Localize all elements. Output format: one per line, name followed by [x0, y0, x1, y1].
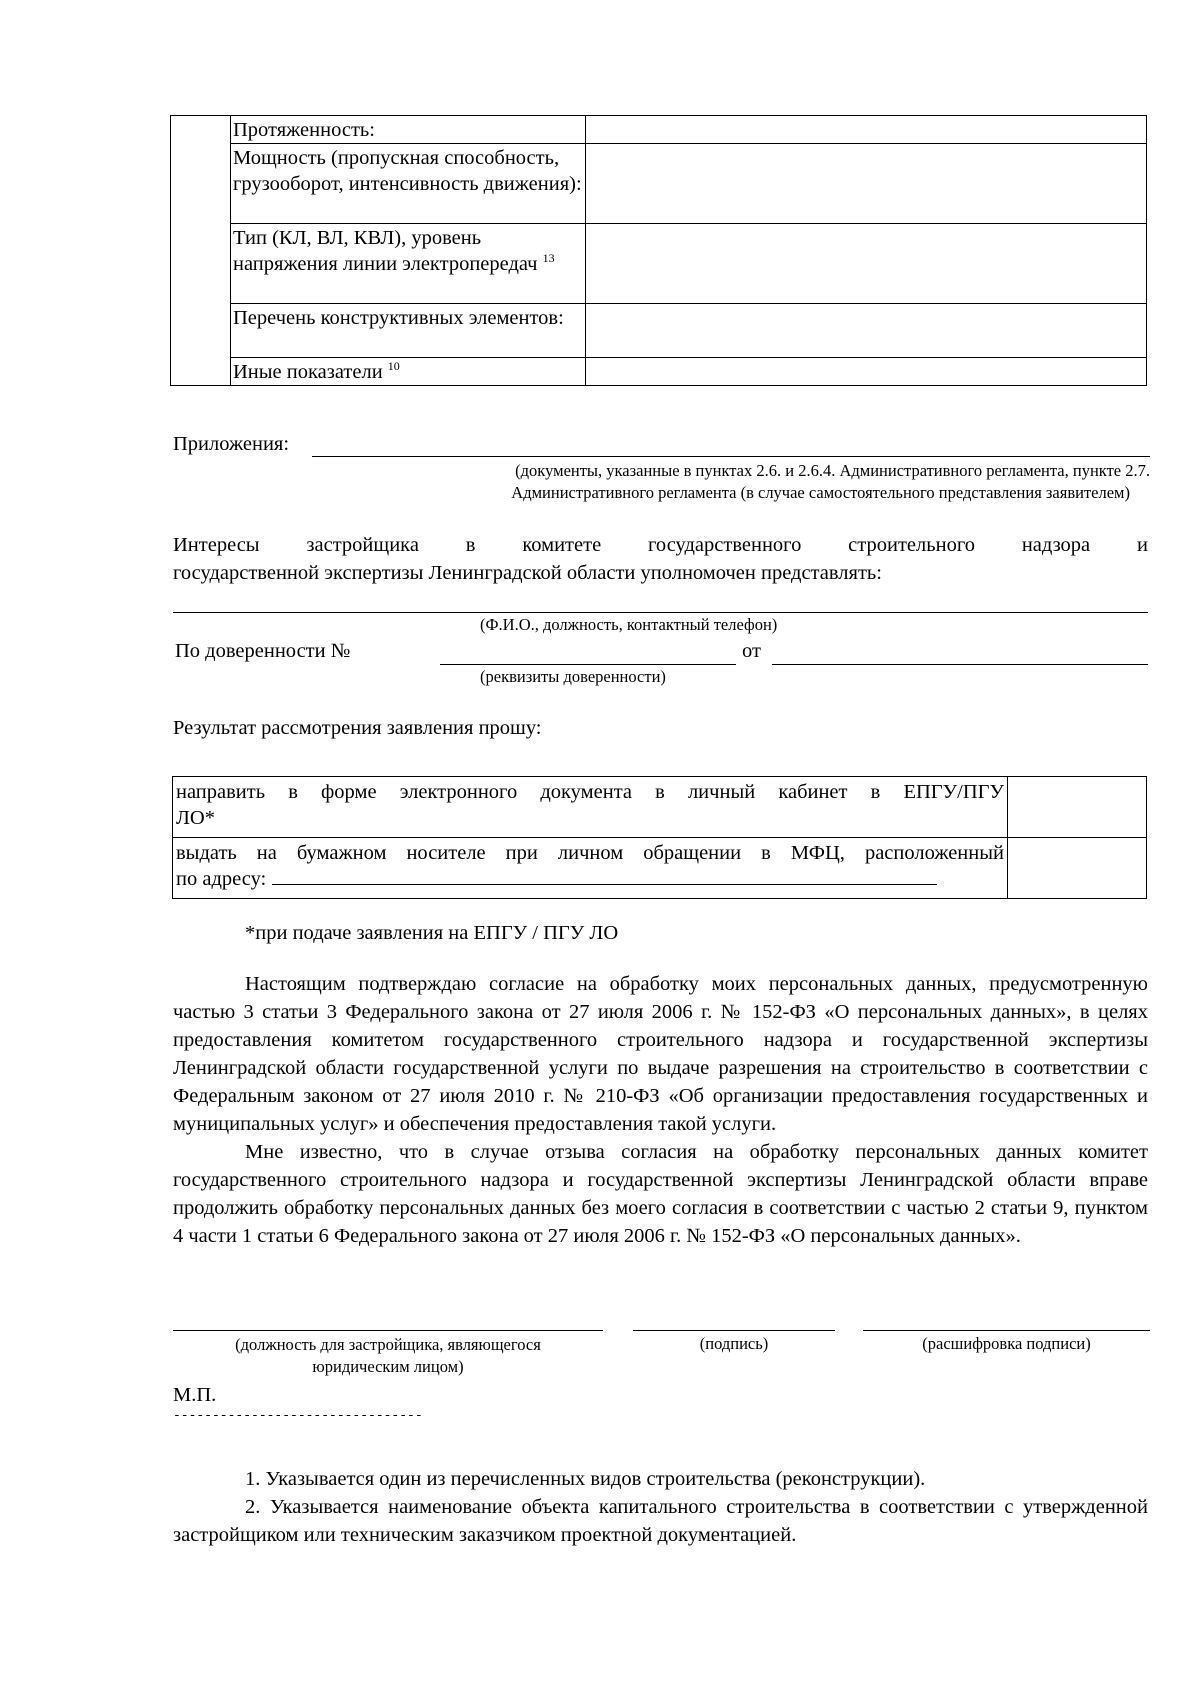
row-label: Мощность (пропускная способность, грузооборот, интенсивность движения):: [231, 144, 586, 224]
row-label: [231, 224, 586, 304]
signature-decode-field[interactable]: [863, 1330, 1150, 1331]
attachments-note-line1: (документы, указанные в пунктах 2.6. и 2.6.4. Административного регламента, пункте 2.7.: [515, 461, 1150, 480]
result-label: Результат рассмотрения заявления прошу:: [173, 717, 542, 739]
attachments-field[interactable]: [312, 456, 1150, 457]
option-checkbox[interactable]: [1008, 777, 1147, 838]
row-value[interactable]: [586, 144, 1147, 224]
row-value[interactable]: [586, 358, 1147, 386]
row-label-text: Иные показатели: [233, 361, 383, 383]
footnote-2: 2. Указывается наименование объекта капитального строительства в соответствии с утвержденной застройщиком или техническим заказчиком проектной документацией.: [173, 1496, 1148, 1546]
row-value[interactable]: [586, 304, 1147, 358]
row-value[interactable]: [586, 224, 1147, 304]
attachments-label: Приложения:: [173, 433, 290, 455]
footnote-separator: --------------------------------: [173, 1408, 423, 1423]
option-checkbox[interactable]: [1008, 838, 1147, 899]
representative-line2: государственной экспертизы Ленинградской области уполномочен представлять:: [173, 562, 882, 584]
table-row: [171, 116, 1147, 144]
table-row: [171, 358, 1147, 386]
consent-paragraph-1: Настоящим подтверждаю согласие на обработку моих персональных данных, предусмотренную частью 3 статьи 3 Федерального закона от 27 июля 2006 г. № 152-ФЗ «О персональных данных», в целях предоставления комитетом государственного строительного надзора и государственной экспертизы Ленинградской области государственной услуги по выдаче разрешения на строительство в соответствии с Федеральным законом от 27 июля 2010 г. № 210-ФЗ «Об организации предоставления государственных и муниципальных услуг» и обеспечения предоставления такой услуги.: [173, 973, 1148, 1135]
option-text: [173, 777, 1008, 838]
proxy-label: По доверенности №: [175, 640, 351, 662]
footnotes: [173, 1465, 1148, 1549]
representative-caption: (Ф.И.О., должность, контактный телефон): [480, 615, 778, 634]
signature-caption: (подпись): [699, 1334, 769, 1353]
proxy-from-label: от: [742, 640, 761, 662]
row-label-text: Тип (КЛ, ВЛ, КВЛ), уровень напряжения линии электропередач: [233, 227, 538, 275]
row-label: [231, 358, 586, 386]
position-caption: [173, 1334, 603, 1378]
table-row: [171, 224, 1147, 304]
number-cell: [171, 116, 231, 386]
signature-decode-caption: (расшифровка подписи): [922, 1334, 1091, 1353]
footnote-ref: 10: [387, 359, 400, 373]
representative-field[interactable]: [173, 612, 1148, 613]
option-line: выдать на бумажном носителе при личном обращении в МФЦ, расположенный: [176, 842, 1004, 864]
representative-line1: Интересы застройщика в комитете государственного строительного надзора и: [173, 534, 1148, 556]
representative-text: [173, 531, 1148, 587]
row-value[interactable]: [586, 116, 1147, 144]
consent-text: [173, 970, 1148, 1250]
table-row: [171, 144, 1147, 224]
table-row: [173, 777, 1147, 838]
row-label: Протяженность:: [231, 116, 586, 144]
result-options-table: [172, 776, 1147, 899]
option-text: [173, 838, 1008, 899]
option-line: направить в форме электронного документа в личный кабинет в ЕПГУ/ПГУ: [176, 781, 1004, 803]
table-row: [173, 838, 1147, 899]
proxy-number-field[interactable]: [440, 664, 736, 665]
footnote-1: 1. Указывается один из перечисленных видов строительства (реконструкции).: [245, 1468, 926, 1490]
proxy-caption: (реквизиты доверенности): [480, 667, 666, 686]
stamp-label: М.П.: [173, 1384, 217, 1406]
position-caption-line1: (должность для застройщика, являющегося: [235, 1335, 541, 1354]
position-caption-line2: юридическим лицом): [312, 1357, 464, 1376]
option-line: по адресу:: [176, 868, 267, 890]
option-line: ЛО*: [176, 807, 215, 829]
address-field[interactable]: [272, 866, 937, 885]
proxy-date-field[interactable]: [772, 664, 1148, 665]
signature-field[interactable]: [633, 1330, 835, 1331]
result-footnote: *при подаче заявления на ЕПГУ / ПГУ ЛО: [245, 922, 619, 944]
attachments-note: [175, 460, 1150, 504]
object-parameters-table: [170, 115, 1147, 386]
footnote-ref: 13: [542, 251, 555, 265]
table-row: [171, 304, 1147, 358]
attachments-note-line2: Административного регламента (в случае самостоятельного представления заявителем): [511, 483, 1130, 502]
position-field[interactable]: [173, 1330, 603, 1331]
row-label: Перечень конструктивных элементов:: [231, 304, 586, 358]
consent-paragraph-2: Мне известно, что в случае отзыва согласия на обработку персональных данных комитет государственного строительного надзора и государственной экспертизы Ленинградской области вправе продолжить обработку персональных данных без моего согласия в соответствии с частью 2 статьи 9, пунктом 4 части 1 статьи 6 Федерального закона от 27 июля 2006 г. № 152-ФЗ «О персональных данных».: [173, 1141, 1148, 1247]
